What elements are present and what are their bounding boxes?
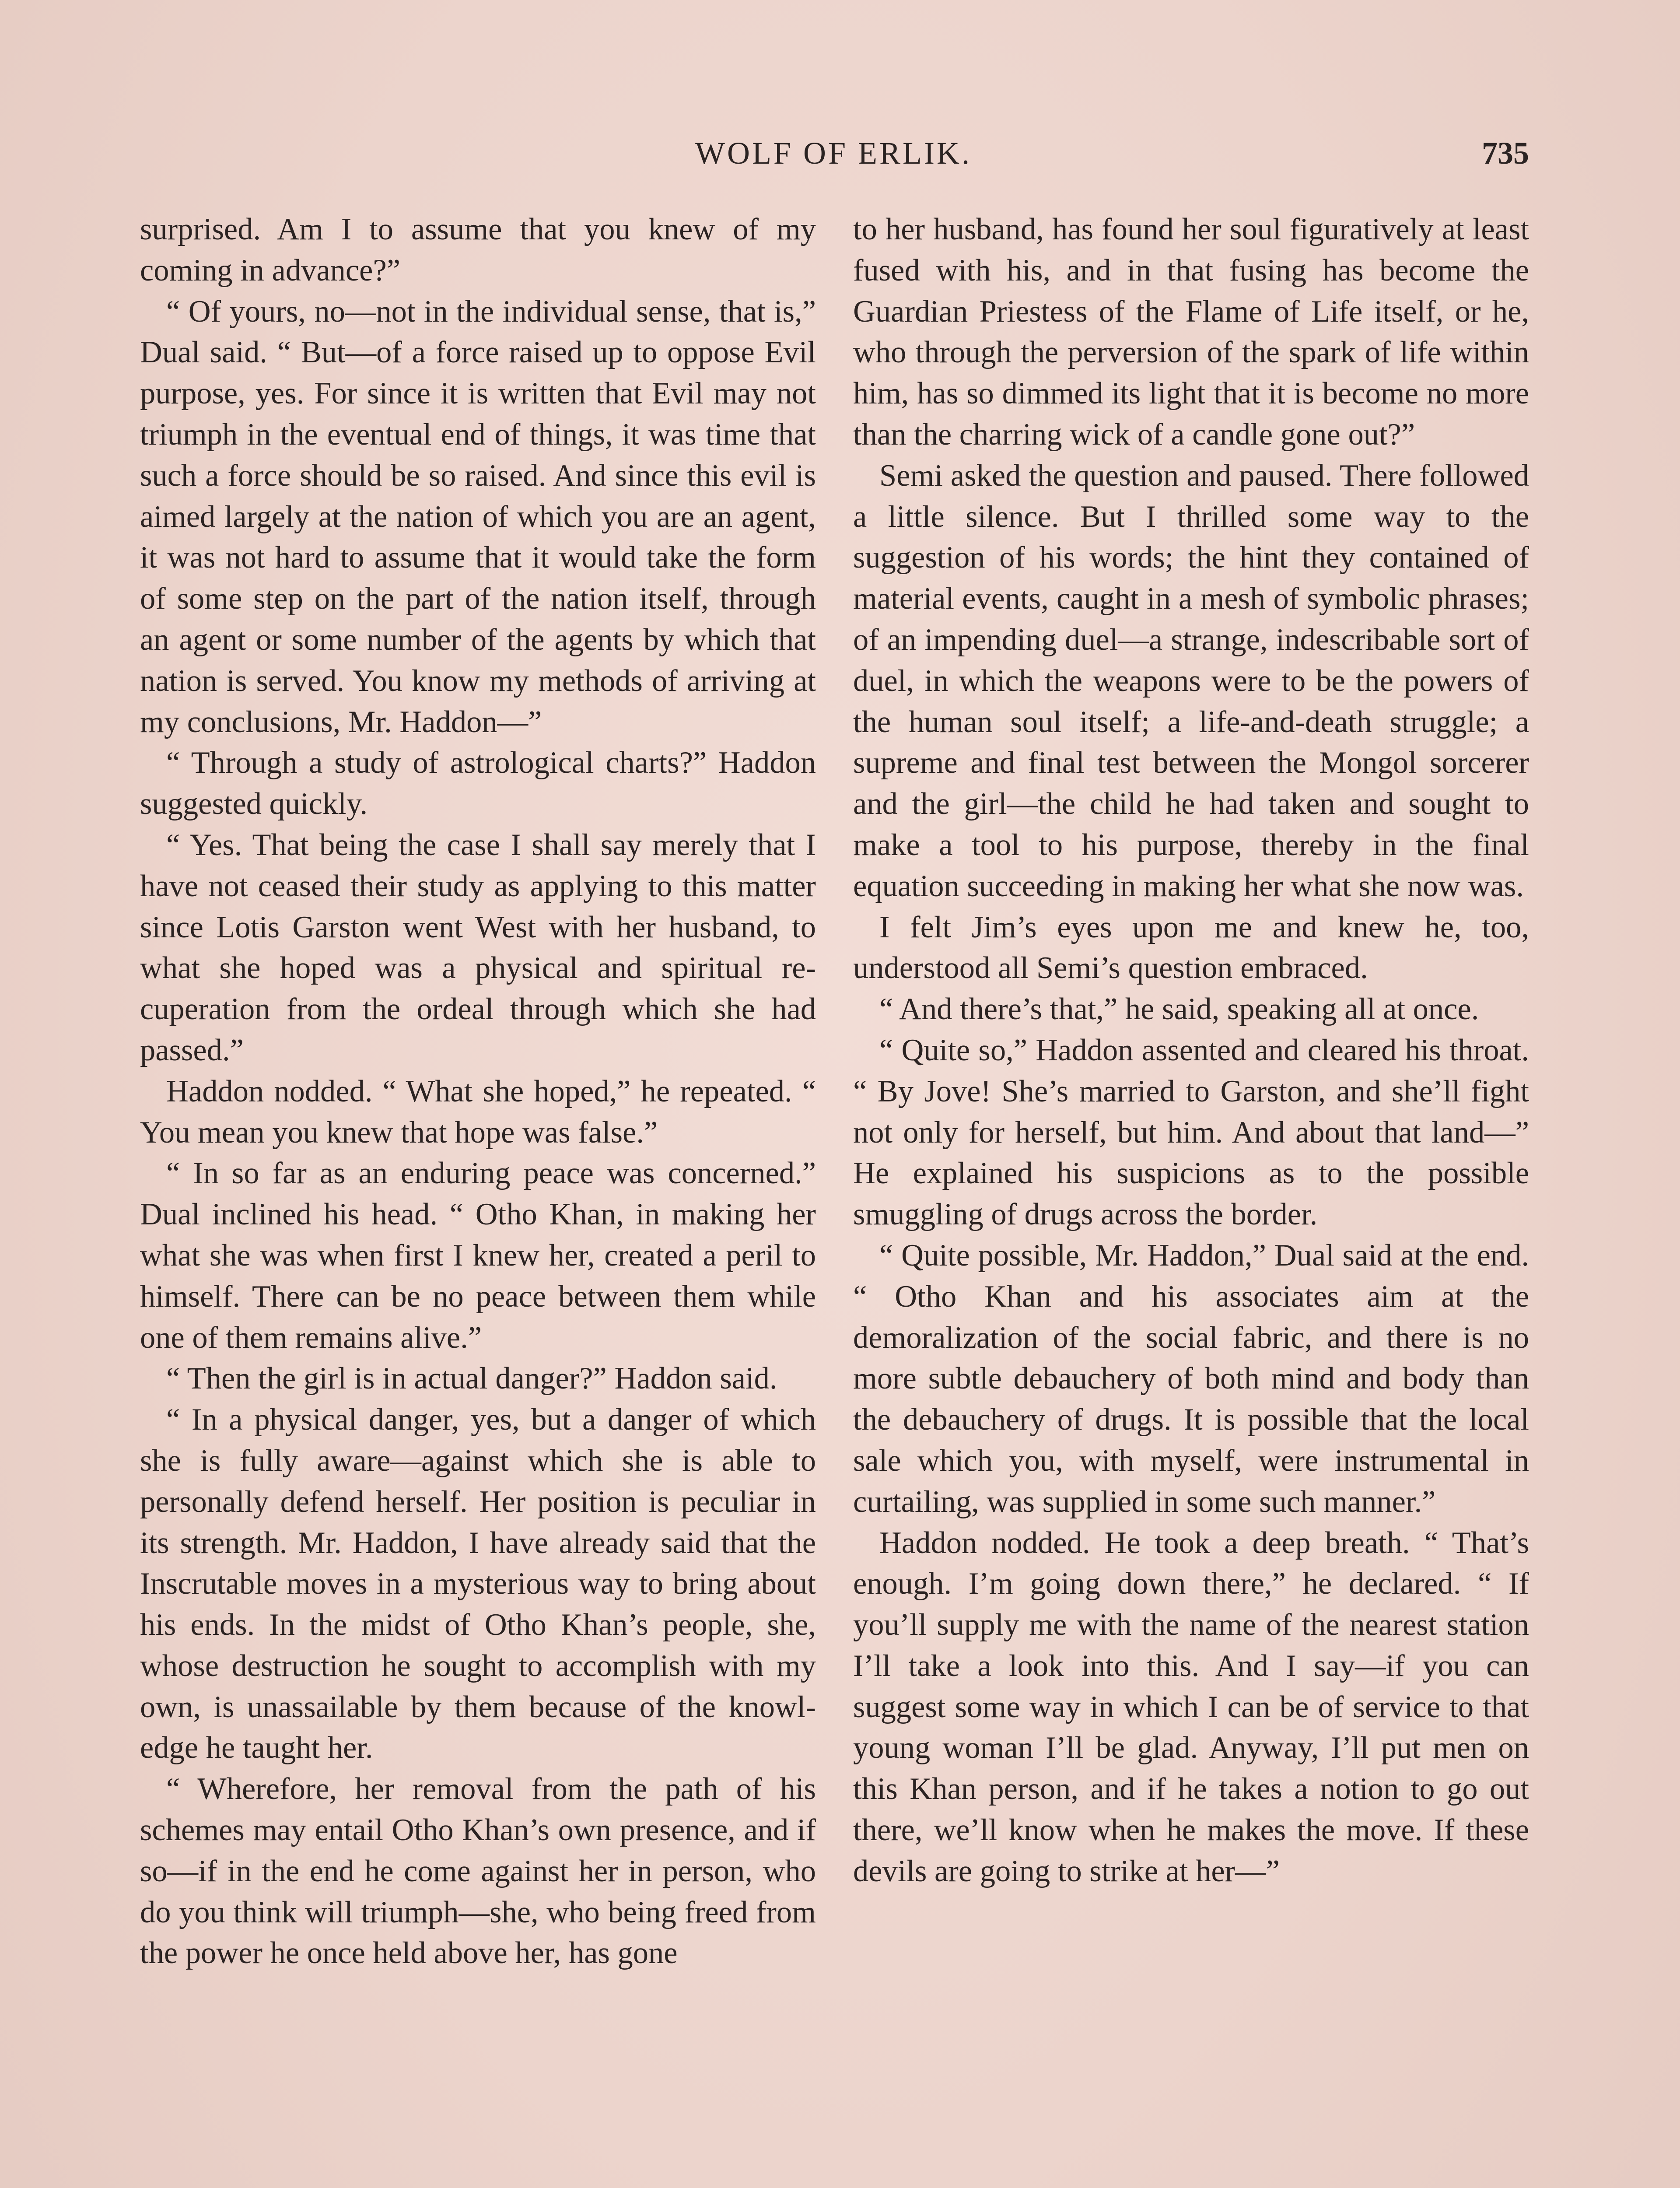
paragraph: to her husband, has found her soul figuratively at least fused with his, and in that fusing has become the Guardian Priestess of the Flame of Life itself, or he, who through the perversion of the spark of life within him, has so dimmed its light that it is become no more than the charring wick of a candle gone out?” — [853, 212, 1529, 452]
left-column — [140, 209, 816, 1974]
paragraph: “ Through a study of astrological charts?” Haddon suggested quickly. — [140, 746, 816, 821]
paragraph: “ In so far as an enduring peace was concerned.” Dual inclined his head. “ Otho Khan, in making her what she was when first I knew her, created a peril to himself. There can be no peace between them while one of them remains alive.” — [140, 1156, 816, 1355]
running-title: WOLF OF ERLIK. — [695, 136, 972, 171]
paragraph: surprised. Am I to assume that you knew of my coming in advance?” — [140, 212, 816, 288]
paragraph: “ And there’s that,” he said, speaking all at once. — [879, 992, 1479, 1027]
paragraph: “ Then the girl is in actual danger?” Haddon said. — [166, 1361, 777, 1396]
paragraph: Haddon nodded. “ What she hoped,” he repeated. “ You mean you knew that hope was false.” — [140, 1074, 816, 1150]
paragraph: I felt Jim’s eyes upon me and knew he, too, understood all Semi’s question embraced. — [853, 910, 1529, 985]
paragraph: Haddon nodded. He took a deep breath. “ That’s enough. I’m going down there,” he declared. “ If you’ll supply me with the name of the nearest station I’ll take a look into this. And I say—if you can suggest some way in which I can be of service to that young woman I’ll be glad. Anyway, I’ll put men on this Khan person, and if he takes a notion to go out there, we’ll know when he makes the move. If these devils are going to strike at her—” — [853, 1525, 1529, 1888]
paragraph: “ In a physical danger, yes, but a danger of which she is fully aware—against which she is able to personally defend herself. Her position is peculiar in its strength. Mr. Haddon, I have already said that the Inscrutable moves in a mysterious way to bring about his ends. In the midst of Otho Khan’s people, she, whose destruction he sought to accomplish with my own, is unassailable by them because of the knowledge he taught her. — [140, 1403, 816, 1765]
paragraph: “ Wherefore, her removal from the path of his schemes may entail Otho Khan’s own presence, and if so—if in the end he come against her in person, who do you think will triumph—she, who being freed from the power he once held above her, has gone — [140, 1772, 816, 1971]
paragraph: “ Quite so,” Haddon assented and cleared his throat. “ By Jove! She’s married to Garston, and she’ll fight not only for herself, but him. And about that land—” He explained his suspicions as to the possible smuggling of drugs across the border. — [853, 1033, 1529, 1232]
paragraph: “ Quite possible, Mr. Haddon,” Dual said at the end. “ Otho Khan and his associates aim at the demoralization of the social fabric, and there is no more subtle debauchery of both mind and body than the debauchery of drugs. It is possible that the local sale which you, with myself, were instrumental in curtailing, was supplied in some such manner.” — [853, 1238, 1529, 1519]
paragraph: “ Yes. That being the case I shall say merely that I have not ceased their study as applying to this matter since Lotis Garston went West with her husband, to what she hoped was a physical and spiritual recuperation from the ordeal through which she had passed.” — [140, 828, 816, 1067]
paragraph: “ Of yours, no—not in the individual sense, that is,” Dual said. “ But—of a force raised up to oppose Evil purpose, yes. For since it is written that Evil may not triumph in the eventual end of things, it was time that such a force should be so raised. And since this evil is aimed largely at the nation of which you are an agent, it was not hard to assume that it would take the form of some step on the part of the nation itself, through an agent or some number of the agents by which that nation is served. You know my methods of arriving at my conclusions, Mr. Haddon—” — [140, 294, 816, 739]
running-head — [138, 131, 1529, 175]
page-number: 735 — [1482, 136, 1529, 171]
right-column — [853, 209, 1529, 1892]
paragraph: Semi asked the question and paused. There followed a little silence. But I thrilled some way to the suggestion of his words; the hint they contained of material events, caught in a mesh of symbolic phrases; of an impending duel—a strange, indescribable sort of duel, in which the weapons were to be the powers of the human soul itself; a life-and-death struggle; a supreme and final test between the Mongol sorcerer and the girl—the child he had taken and sought to make a tool to his purpose, thereby in the final equation succeeding in making her what she now was. — [853, 458, 1529, 903]
